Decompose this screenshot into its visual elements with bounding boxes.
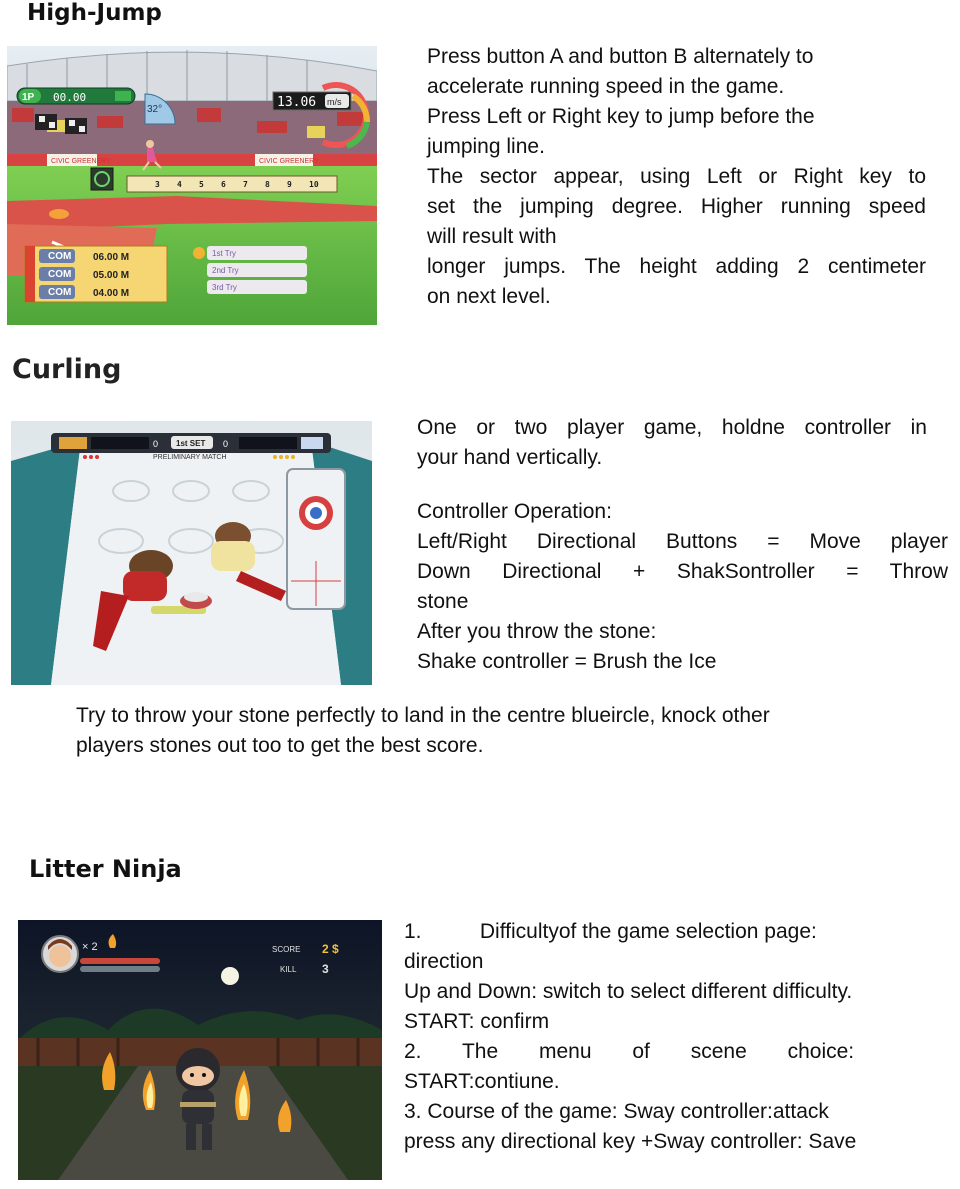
text-line: After you throw the stone: — [417, 620, 657, 643]
highjump-screenshot — [7, 46, 377, 325]
text-line: START: confirm — [404, 1010, 550, 1033]
text-line: accelerate running speed in the game. — [427, 75, 785, 98]
ruler-tick: 3 — [155, 180, 160, 189]
highjump-title: High-Jump — [27, 0, 162, 26]
ruler-tick: 7 — [243, 180, 248, 189]
ruler-tick: 8 — [265, 180, 270, 189]
text-line: on next level. — [427, 285, 551, 308]
highjump-instructions — [427, 42, 926, 312]
curling-title: Curling — [12, 354, 122, 385]
speed-value: 13.06 — [277, 95, 317, 110]
row-name: COM — [48, 251, 72, 262]
ruler-tick: 6 — [221, 180, 226, 189]
text-line: Try to throw your stone perfectly to land in the centre blueircle, knock other — [76, 704, 770, 727]
angle-value: 32° — [147, 104, 163, 115]
ruler-tick: 4 — [177, 180, 182, 189]
score-value: 2 $ — [322, 942, 339, 956]
text-line: Left/Right Directional Buttons = Move player — [417, 530, 948, 553]
try-label: 2nd Try — [212, 266, 239, 275]
text-line: players stones out too to get the best score. — [76, 734, 484, 757]
text-line: 1. Difficultyof the game selection page: — [404, 920, 817, 943]
ruler-tick: 10 — [309, 180, 319, 189]
try-label: 3rd Try — [212, 283, 237, 292]
curling-screenshot — [11, 421, 372, 685]
curling-controls — [417, 497, 948, 677]
text-line: Press Left or Right key to jump before the — [427, 105, 815, 128]
text-line: Controller Operation: — [417, 500, 612, 523]
lives-count: × 2 — [82, 941, 98, 953]
text-line: stone — [417, 590, 469, 613]
text-line: your hand vertically. — [417, 446, 603, 469]
text-line: will result with — [427, 225, 557, 248]
litter-screenshot — [18, 920, 382, 1180]
ruler-tick: 9 — [287, 180, 292, 189]
banner-left: CIVIC GREENERY — [51, 158, 111, 165]
tries-panel — [193, 246, 307, 294]
speed-unit: m/s — [327, 97, 342, 107]
score-table — [25, 246, 167, 302]
text-line: The sector appear, using Left or Right key to — [427, 165, 926, 188]
text-line: press any directional key +Sway controller: Save — [404, 1130, 857, 1153]
text-line: Down Directional + ShakSontroller = Throw — [417, 560, 948, 583]
litter-instructions — [404, 917, 957, 1166]
text-line: longer jumps. The height adding 2 centimeter — [427, 255, 926, 278]
row-value: 05.00 M — [93, 270, 130, 281]
kill-label: KILL — [280, 965, 297, 974]
row-name: COM — [48, 287, 72, 298]
text-line: direction — [404, 950, 484, 973]
text-line: set the jumping degree. Higher running speed — [427, 195, 926, 218]
match-label: PRELIMINARY MATCH — [153, 454, 227, 461]
curling-minimap — [287, 469, 345, 609]
row-value: 04.00 M — [93, 288, 130, 299]
text-line: 2. The menu of scene choice: — [404, 1040, 855, 1063]
distance-value: 00.00 — [53, 91, 87, 104]
text-line: jumping line. — [427, 135, 545, 158]
ruler-tick: 5 — [199, 180, 204, 189]
text-line: Up and Down: switch to select different difficulty. — [404, 980, 853, 1003]
banner-right: CIVIC GREENERY — [259, 158, 319, 165]
text-line: Shake controller = Brush the Ice — [417, 650, 717, 673]
try-label: 1st Try — [212, 249, 237, 258]
litter-title: Litter Ninja — [29, 855, 182, 883]
kill-value: 3 — [322, 962, 329, 976]
text-line: One or two player game, holdne controller in — [417, 416, 927, 439]
row-value: 06.00 M — [93, 252, 130, 263]
score-right: 0 — [223, 439, 229, 449]
curling-summary — [76, 701, 876, 761]
player-distance-bar — [17, 88, 135, 104]
set-label: 1st SET — [176, 439, 206, 448]
row-name: COM — [48, 269, 72, 280]
text-line: Press button A and button B alternately to — [427, 45, 814, 68]
text-line: 3. Course of the game: Sway controller:attack — [404, 1100, 829, 1123]
score-left: 0 — [153, 439, 159, 449]
text-line: START:contiune. — [404, 1070, 560, 1093]
score-label: SCORE — [272, 945, 301, 954]
player-label: 1P — [22, 92, 35, 103]
curling-intro — [417, 413, 927, 473]
